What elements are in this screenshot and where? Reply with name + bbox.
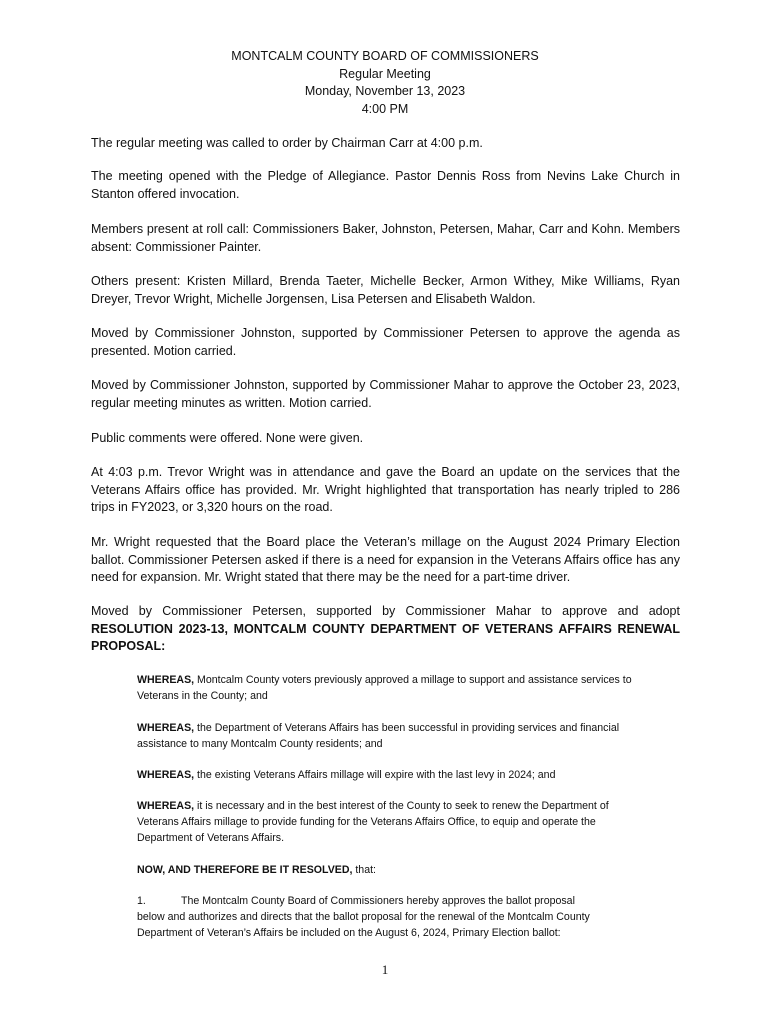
whereas-text: the existing Veterans Affairs millage will expire with the last levy in 2024; and	[194, 769, 556, 781]
resolution-title: RESOLUTION 2023-13, MONTCALM COUNTY DEPARTMENT OF VETERANS AFFAIRS RENEWAL PROPOSAL:	[91, 621, 680, 653]
agenda-motion-paragraph: Moved by Commissioner Johnston, supported by Commissioner Petersen to approve the agenda as presented. Motion carried.	[91, 326, 680, 358]
resolution-motion-text: Moved by Commissioner Petersen, supported by Commissioner Mahar to approve and adopt	[91, 604, 680, 618]
resolved-text: that:	[352, 864, 376, 876]
whereas-label: WHEREAS,	[137, 722, 195, 734]
whereas-text: the Department of Veterans Affairs has been successful in providing services and financial assistance to many Montcalm County residents; and	[137, 722, 620, 750]
others-present-paragraph: Others present: Kristen Millard, Brenda Taeter, Michelle Becker, Armon Withey, Mike Williams, Ryan Dreyer, Trevor Wright, Michelle Jorgensen, Lisa Petersen and Elisabeth Waldon.	[91, 274, 680, 306]
call-to-order-paragraph: The regular meeting was called to order by Chairman Carr at 4:00 p.m.	[91, 136, 483, 150]
header-title: MONTCALM COUNTY BOARD OF COMMISSIONERS	[231, 49, 539, 63]
page-number: 1	[381, 962, 389, 977]
pledge-paragraph: The meeting opened with the Pledge of Allegiance. Pastor Dennis Ross from Nevins Lake Church in Stanton offered invocation.	[91, 169, 680, 201]
whereas-clause-4	[137, 798, 637, 846]
header-meeting-type: Regular Meeting	[339, 66, 431, 81]
veterans-update-paragraph: At 4:03 p.m. Trevor Wright was in attendance and gave the Board an update on the services that the Veterans Affairs office has provided. Mr. Wright highlighted that transportation has nearly tripled to 286 trips in FY2023, or 3,320 hours on the road.	[91, 465, 680, 514]
item-number: 1.	[137, 895, 146, 907]
whereas-clause-2	[137, 720, 637, 752]
public-comments-paragraph: Public comments were offered. None were given.	[91, 431, 364, 445]
whereas-label: WHEREAS,	[137, 769, 195, 781]
resolved-clause	[137, 862, 637, 878]
whereas-label: WHEREAS,	[137, 674, 195, 686]
resolution-item-1-first-line	[137, 893, 575, 909]
whereas-text: it is necessary and in the best interest of the County to seek to renew the Department of Veterans Affairs millage to provide funding for the Veterans Affairs Office, to equip and operate the Department of Veterans Affairs.	[137, 800, 609, 844]
whereas-text: Montcalm County voters previously approved a millage to support and assistance services to Veterans in the County; and	[137, 674, 632, 702]
resolution-item-1-continuation: below and authorizes and directs that the ballot proposal for the renewal of the Montcalm County Department of Veteran’s Affairs be included on the August 6, 2024, Primary Election ballot:	[137, 911, 590, 939]
document-header	[0, 48, 770, 118]
item-first-line-text: The Montcalm County Board of Commissioners hereby approves the ballot proposal	[181, 895, 575, 907]
whereas-clause-3	[137, 767, 637, 783]
resolved-label: NOW, AND THEREFORE BE IT RESOLVED,	[137, 864, 353, 876]
minutes-motion-paragraph: Moved by Commissioner Johnston, supported by Commissioner Mahar to approve the October 23, 2023, regular meeting minutes as written. Motion carried.	[91, 378, 680, 410]
whereas-clause-1	[137, 672, 637, 704]
header-time: 4:00 PM	[361, 101, 409, 116]
roll-call-paragraph: Members present at roll call: Commissioners Baker, Johnston, Petersen, Mahar, Carr and Kohn. Members absent: Commissioner Painter.	[91, 222, 680, 254]
millage-request-paragraph: Mr. Wright requested that the Board place the Veteran’s millage on the August 2024 Primary Election ballot. Commissioner Petersen asked if there is a need for expansion in the Veterans Affairs office has any need for expansion. Mr. Wright stated that there may be the need for a part-time driver.	[91, 535, 680, 584]
header-date: Monday, November 13, 2023	[304, 84, 466, 98]
resolution-motion-paragraph	[91, 603, 680, 656]
whereas-label: WHEREAS,	[137, 800, 195, 812]
